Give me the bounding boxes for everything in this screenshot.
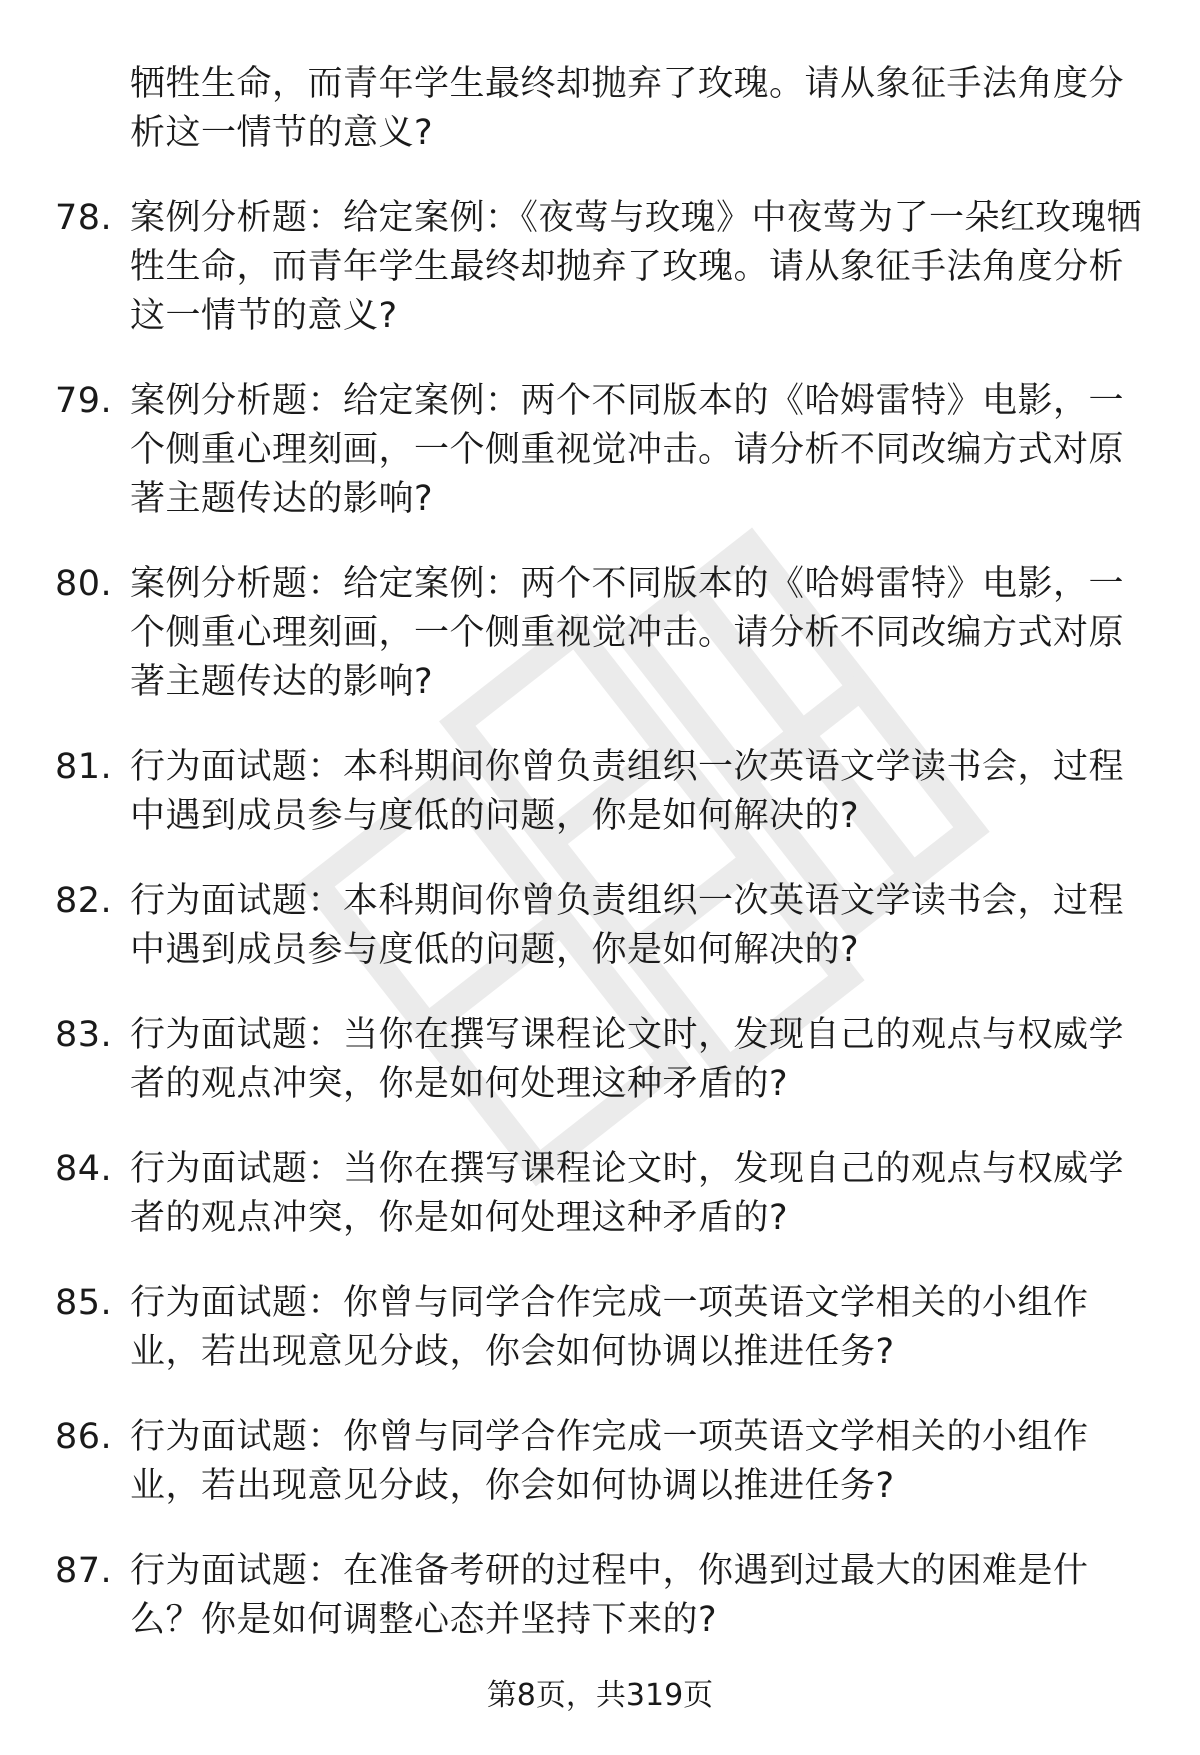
- question-item: [55, 1145, 1145, 1243]
- question-text: 行为面试题：当你在撰写课程论文时，发现自己的观点与权威学者的观点冲突，你是如何处理这种矛盾的?: [130, 1015, 1125, 1104]
- question-number: 86.: [55, 1417, 113, 1457]
- page-number-footer: 第8页，共319页: [486, 1678, 714, 1713]
- question-number: 78.: [55, 198, 113, 238]
- question-text: 行为面试题：在准备考研的过程中，你遇到过最大的困难是什么？你是如何调整心态并坚持下来的?: [130, 1551, 1089, 1640]
- question-text: 行为面试题：本科期间你曾负责组织一次英语文学读书会，过程中遇到成员参与度低的问题，你是如何解决的?: [130, 881, 1125, 970]
- question-item: [55, 743, 1145, 841]
- question-item: [55, 1011, 1145, 1109]
- question-number: 83.: [55, 1015, 113, 1055]
- question-text: 行为面试题：你曾与同学合作完成一项英语文学相关的小组作业，若出现意见分歧，你会如何协调以推进任务?: [130, 1283, 1089, 1372]
- question-item: [55, 1413, 1145, 1511]
- question-number: 81.: [55, 747, 113, 787]
- question-text: 行为面试题：你曾与同学合作完成一项英语文学相关的小组作业，若出现意见分歧，你会如何协调以推进任务?: [130, 1417, 1089, 1506]
- question-number: 79.: [55, 381, 113, 421]
- question-text: 行为面试题：本科期间你曾负责组织一次英语文学读书会，过程中遇到成员参与度低的问题，你是如何解决的?: [130, 747, 1125, 836]
- question-number: 84.: [55, 1149, 113, 1189]
- question-text: 案例分析题：给定案例：《夜莺与玫瑰》中夜莺为了一朵红玫瑰牺牲生命，而青年学生最终却抛弃了玫瑰。请从象征手法角度分析这一情节的意义?: [130, 198, 1143, 336]
- question-item: [55, 1547, 1145, 1645]
- question-item: [55, 377, 1145, 524]
- question-number: 85.: [55, 1283, 113, 1323]
- question-item: [55, 1279, 1145, 1377]
- continued-question-text: 牺牲生命，而青年学生最终却抛弃了玫瑰。请从象征手法角度分析这一情节的意义?: [130, 64, 1125, 153]
- question-number: 82.: [55, 881, 113, 921]
- question-list: [55, 60, 1145, 1645]
- question-text: 案例分析题：给定案例：两个不同版本的《哈姆雷特》电影，一个侧重心理刻画，一个侧重视觉冲击。请分析不同改编方式对原著主题传达的影响?: [130, 381, 1125, 519]
- question-number: 80.: [55, 564, 113, 604]
- question-text: 行为面试题：当你在撰写课程论文时，发现自己的观点与权威学者的观点冲突，你是如何处理这种矛盾的?: [130, 1149, 1125, 1238]
- question-text: 案例分析题：给定案例：两个不同版本的《哈姆雷特》电影，一个侧重心理刻画，一个侧重视觉冲击。请分析不同改编方式对原著主题传达的影响?: [130, 564, 1125, 702]
- question-item: [55, 877, 1145, 975]
- question-item: [55, 194, 1145, 341]
- question-item: [55, 560, 1145, 707]
- question-number: 87.: [55, 1551, 113, 1591]
